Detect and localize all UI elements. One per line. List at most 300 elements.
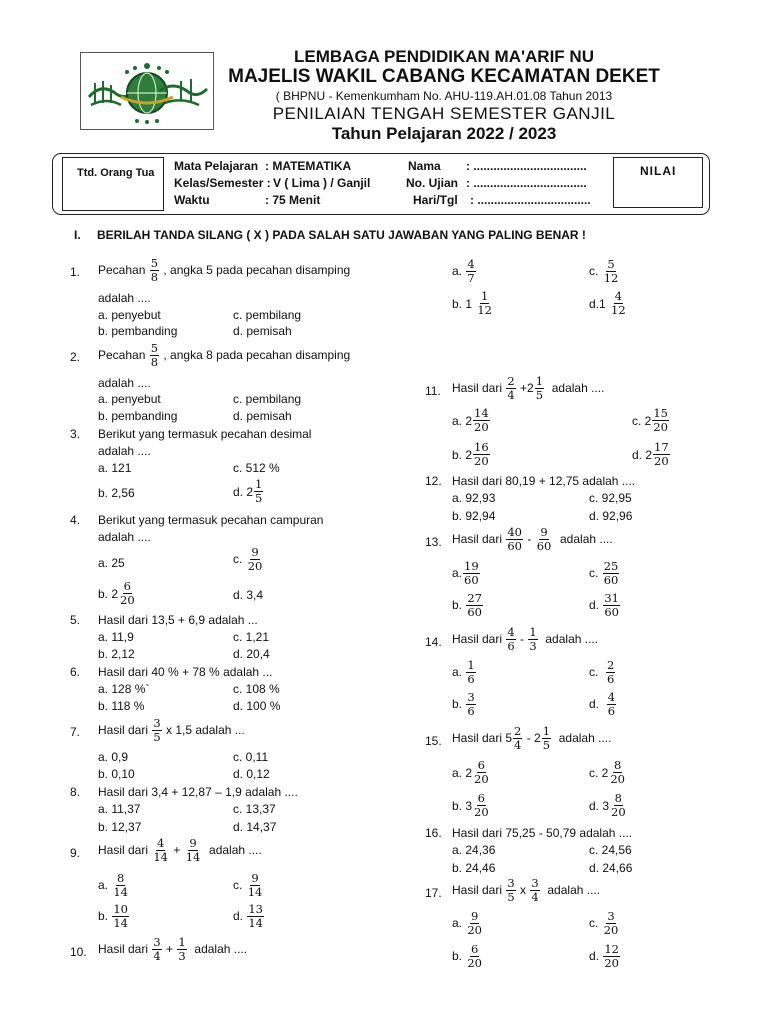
denominator: 20 — [653, 420, 668, 435]
question-number: 13. — [425, 535, 442, 549]
option-b[interactable] — [98, 580, 137, 607]
question-text-part: adalah .... — [547, 882, 601, 897]
question-text: Hasil dari 80,19 + 12,75 adalah .... — [452, 474, 636, 488]
question-number: 2. — [70, 350, 81, 364]
denominator: 6 — [607, 672, 615, 687]
fraction — [119, 580, 136, 607]
option-d[interactable] — [632, 441, 671, 468]
option-d[interactable] — [589, 792, 628, 819]
option-b[interactable]: b. 24,46 — [452, 861, 496, 875]
option-b[interactable] — [452, 290, 494, 317]
operator: - — [527, 531, 532, 546]
fraction — [466, 592, 483, 619]
question-text-part: adalah .... — [545, 631, 599, 646]
fraction — [610, 290, 627, 317]
fraction — [506, 526, 523, 553]
option-d[interactable]: d. 100 % — [233, 699, 281, 713]
denominator: 20 — [611, 805, 626, 820]
option-d[interactable]: d. 24,66 — [589, 861, 633, 875]
denominator: 4 — [507, 388, 515, 403]
option-label: d. — [589, 696, 600, 711]
header-school-year: Tahun Pelajaran 2022 / 2023 — [331, 124, 557, 143]
option-label: b. 2 — [98, 586, 119, 601]
denominator: 5 — [535, 388, 544, 403]
fraction — [152, 936, 161, 963]
option-b[interactable]: b. 0,10 — [98, 767, 135, 781]
option-label: b. — [452, 948, 463, 963]
question-text — [98, 936, 247, 963]
option-a[interactable] — [452, 560, 481, 587]
fraction — [112, 872, 129, 899]
numerator: 4 — [614, 289, 623, 303]
fraction — [466, 659, 475, 686]
question-text-part: Pecahan — [98, 262, 146, 277]
option-d[interactable] — [589, 943, 621, 970]
question-text-part: Hasil dari — [98, 722, 149, 737]
option-a[interactable]: a. 11,37 — [98, 802, 141, 816]
question-text-part: Hasil dari — [452, 631, 503, 646]
numerator: 13 — [248, 902, 263, 916]
option-c[interactable] — [233, 872, 264, 899]
fraction — [466, 943, 483, 970]
numerator: 5 — [150, 256, 159, 270]
fraction — [466, 258, 475, 285]
fraction — [466, 910, 483, 937]
option-label: a. — [452, 263, 463, 278]
option-c[interactable]: c. 13,37 — [233, 802, 276, 816]
option-label: a. — [452, 664, 463, 679]
numerator: 2 — [514, 724, 522, 738]
option-b[interactable] — [452, 691, 477, 718]
section-instruction: BERILAH TANDA SILANG ( X ) PADA SALAH SATU JAWABAN YANG PALING BENAR ! — [97, 228, 586, 242]
option-b[interactable] — [452, 792, 491, 819]
mixed-number — [632, 407, 670, 434]
question-text-part: adalah .... — [560, 531, 613, 546]
fraction — [513, 725, 522, 752]
denominator: 3 — [178, 949, 186, 964]
question-number: 11. — [425, 384, 441, 398]
option-b[interactable]: b. pembanding — [98, 409, 178, 423]
option-d[interactable] — [589, 691, 617, 718]
option-a[interactable]: a. 128 %` — [98, 682, 150, 696]
question-text — [452, 725, 611, 752]
option-c[interactable]: c. 92,95 — [589, 491, 632, 505]
numerator: 6 — [471, 942, 479, 956]
numerator: 15 — [653, 406, 668, 420]
denominator: 20 — [474, 454, 489, 469]
fraction — [535, 375, 544, 402]
option-c[interactable]: c. 108 % — [233, 682, 280, 696]
option-d[interactable]: d. 3,4 — [233, 588, 264, 602]
option-b[interactable]: b. pembanding — [98, 324, 178, 338]
subject-value: : MATEMATIKA — [265, 159, 352, 173]
denominator: 20 — [654, 454, 669, 469]
exam-number-field[interactable]: : .................................. — [466, 176, 587, 190]
question-text-part: , angka 5 pada pecahan disamping — [163, 262, 351, 277]
fraction — [152, 837, 169, 864]
question-text: Hasil dari 40 % + 78 % adalah ... — [98, 665, 273, 679]
option-a[interactable] — [452, 910, 484, 937]
fraction — [607, 691, 616, 718]
denominator: 4 — [514, 738, 522, 753]
denominator: 6 — [467, 704, 475, 719]
option-label: d. — [233, 908, 244, 923]
numerator: 3 — [507, 876, 515, 890]
numerator: 4 — [467, 257, 475, 271]
numerator: 6 — [123, 579, 131, 593]
score-box[interactable] — [613, 157, 703, 208]
operator: x — [520, 882, 527, 897]
option-c[interactable]: c. pembilang — [233, 308, 302, 322]
option-label: a. 2 — [452, 413, 473, 428]
question-text — [98, 837, 262, 864]
option-label: b. 2 — [452, 447, 473, 462]
numerator: 3 — [153, 935, 161, 949]
numerator: 3 — [467, 690, 475, 704]
numerator: 8 — [614, 758, 622, 772]
numerator: 1 — [467, 658, 475, 672]
option-c[interactable] — [632, 407, 670, 434]
option-c[interactable]: c. 24,56 — [589, 843, 632, 857]
numerator: 17 — [654, 440, 669, 454]
question-text-part: Hasil dari — [452, 531, 503, 546]
numerator: 40 — [507, 525, 522, 539]
question-number: 1. — [70, 265, 81, 279]
option-label: b. — [452, 597, 463, 612]
question-text: adalah .... — [98, 376, 151, 390]
date-field[interactable]: : .................................. — [470, 193, 591, 207]
option-b[interactable]: b. 12,37 — [98, 820, 142, 834]
denominator: 20 — [467, 923, 482, 938]
option-d[interactable]: d. 14,37 — [233, 820, 277, 834]
numerator: 5 — [607, 257, 615, 271]
question-text-part: adalah .... — [551, 380, 605, 395]
fraction — [152, 717, 161, 744]
fraction — [150, 342, 159, 369]
option-c[interactable] — [589, 560, 620, 587]
option-d[interactable]: d. pemisah — [233, 324, 292, 338]
numerator: 9 — [471, 909, 479, 923]
numerator: 1 — [535, 374, 544, 388]
numerator: 4 — [507, 625, 515, 639]
option-a[interactable]: a. 121 — [98, 461, 132, 475]
option-a[interactable]: a. 0,9 — [98, 750, 129, 764]
time-value: : 75 Menit — [265, 193, 321, 207]
mixed-number — [452, 290, 494, 317]
option-c[interactable]: c. 0,11 — [233, 750, 269, 764]
fraction — [606, 659, 615, 686]
option-b[interactable] — [452, 441, 491, 468]
question-text — [98, 342, 350, 369]
denominator: 14 — [113, 916, 128, 931]
denominator: 12 — [603, 271, 619, 286]
option-label: c. — [589, 915, 599, 930]
denominator: 60 — [467, 605, 482, 620]
fraction — [247, 872, 264, 899]
question-text: adalah .... — [98, 444, 151, 458]
numerator: 4 — [157, 836, 165, 850]
option-b[interactable] — [98, 903, 130, 930]
option-label: c. — [589, 664, 599, 679]
question-text-part: Hasil dari — [452, 380, 503, 395]
numerator: 1 — [178, 935, 186, 949]
option-a[interactable]: a. 11,9 — [98, 630, 134, 644]
option-a[interactable] — [452, 659, 477, 686]
option-c[interactable] — [589, 258, 620, 285]
option-label: b. — [98, 908, 109, 923]
question-text: Hasil dari 13,5 + 6,9 adalah ... — [98, 613, 258, 627]
mixed-number — [632, 441, 671, 468]
option-label: a. — [98, 877, 109, 892]
denominator: 4 — [531, 890, 539, 905]
numerator: 2 — [607, 658, 615, 672]
question-text-part: , angka 8 pada pecahan disamping — [163, 347, 351, 362]
option-b[interactable] — [452, 943, 484, 970]
option-b[interactable]: b. 92,94 — [452, 509, 496, 523]
option-a[interactable]: a. penyebut — [98, 308, 161, 322]
option-label: b. — [452, 696, 463, 711]
question-text-part: Hasil dari — [98, 842, 149, 857]
option-d[interactable]: d. pemisah — [233, 409, 292, 423]
question-text-part: adalah .... — [209, 842, 262, 857]
operator: + — [166, 941, 174, 956]
operator: + — [173, 842, 181, 857]
header-exam-title: PENILAIAN TENGAH SEMESTER GANJIL — [272, 104, 616, 123]
numerator: 16 — [474, 440, 489, 454]
fraction — [247, 546, 264, 573]
denominator: 5 — [255, 491, 263, 506]
denominator: 14 — [113, 885, 128, 900]
denominator: 14 — [185, 850, 201, 865]
question-number: 3. — [70, 427, 81, 441]
fraction — [652, 407, 669, 434]
numerator: 27 — [467, 591, 482, 605]
fraction — [506, 375, 515, 402]
option-a[interactable]: a. 92,93 — [452, 491, 496, 505]
numerator: 1 — [542, 724, 551, 738]
option-label: d. 3 — [589, 798, 610, 813]
fraction — [463, 560, 480, 587]
option-label: d. — [589, 948, 600, 963]
denominator: 6 — [467, 672, 475, 687]
option-d[interactable] — [233, 903, 265, 930]
option-d[interactable]: d. 20,4 — [233, 647, 270, 661]
numerator: 3 — [153, 716, 161, 730]
operator: - 2 — [526, 730, 541, 745]
mixed-number — [452, 759, 491, 786]
question-text: Hasil dari 3,4 + 12,87 – 1,9 adalah .... — [98, 785, 298, 799]
numerator: 31 — [604, 591, 619, 605]
option-c[interactable] — [233, 546, 264, 573]
denominator: 8 — [150, 355, 159, 370]
option-d[interactable]: d. 0,12 — [233, 767, 270, 781]
question-text: Berikut yang termasuk pecahan desimal — [98, 427, 312, 441]
denominator: 20 — [610, 772, 625, 787]
fraction — [473, 407, 490, 434]
option-b[interactable]: b. 2,12 — [98, 647, 135, 661]
question-text — [452, 375, 604, 402]
subject-label: Mata Pelajaran — [174, 159, 259, 173]
denominator: 20 — [467, 956, 482, 971]
question-number: 5. — [70, 613, 81, 627]
fraction — [603, 560, 620, 587]
numerator: 8 — [614, 791, 622, 805]
numerator: 1 — [255, 477, 263, 491]
fraction — [653, 441, 670, 468]
header-registration: ( BHPNU - Kemenkumham No. AHU-119.AH.01.08 Tahun 2013 — [275, 89, 613, 103]
time-label: Waktu — [174, 193, 210, 207]
numerator: 8 — [117, 871, 125, 885]
question-number: 7. — [70, 725, 81, 739]
question-number: 6. — [70, 665, 81, 679]
option-c[interactable]: c. pembilang — [233, 392, 302, 406]
class-value: V ( Lima ) / Ganjil — [273, 176, 371, 190]
section-number: I. — [74, 228, 81, 242]
numerator: 6 — [477, 758, 485, 772]
mixed-number — [452, 441, 491, 468]
denominator: 20 — [474, 420, 489, 435]
option-c[interactable]: c. 512 % — [233, 461, 280, 475]
numerator: 14 — [474, 406, 489, 420]
name-field[interactable]: : .................................. — [466, 159, 587, 173]
question-number: 4. — [70, 513, 81, 527]
numerator: 3 — [531, 876, 539, 890]
fraction — [609, 759, 626, 786]
question-text-part: x 1,5 adalah ... — [166, 722, 245, 737]
question-text — [452, 526, 613, 553]
fraction — [177, 936, 186, 963]
fraction — [610, 792, 627, 819]
mixed-number — [452, 792, 491, 819]
denominator: 6 — [507, 639, 515, 654]
option-d[interactable] — [589, 290, 628, 317]
numerator: 3 — [607, 909, 615, 923]
numerator: 10 — [113, 902, 128, 916]
denominator: 20 — [474, 772, 489, 787]
option-a[interactable]: a. 25 — [98, 556, 125, 570]
question-text — [98, 717, 245, 744]
fraction — [473, 759, 490, 786]
fraction — [112, 903, 129, 930]
option-b[interactable]: b. 2,56 — [98, 486, 135, 500]
numerator: 9 — [251, 871, 259, 885]
option-a[interactable] — [452, 759, 491, 786]
mixed-number — [589, 290, 628, 317]
denominator: 8 — [150, 270, 159, 285]
denominator: 20 — [247, 559, 263, 574]
header-council: MAJELIS WAKIL CABANG KECAMATAN DEKET — [228, 66, 660, 87]
option-a[interactable]: a. 24,36 — [452, 843, 496, 857]
header-institution: LEMBAGA PENDIDIKAN MA'ARIF NU — [294, 47, 594, 66]
option-label: c. — [589, 565, 599, 580]
option-c[interactable] — [589, 910, 620, 937]
question-text: Berikut yang termasuk pecahan campuran — [98, 513, 324, 527]
option-label: d. 2 — [632, 447, 653, 462]
option-a[interactable] — [98, 872, 130, 899]
numerator: 1 — [481, 289, 489, 303]
date-label: Hari/Tgl — [413, 193, 458, 207]
option-a[interactable] — [452, 407, 491, 434]
score-label: NILAI — [640, 164, 677, 178]
fraction — [528, 626, 537, 653]
question-text-part: Pecahan — [98, 347, 146, 362]
denominator: 7 — [467, 271, 475, 286]
option-label: c. 2 — [589, 765, 609, 780]
fraction — [473, 441, 490, 468]
option-a[interactable] — [452, 258, 477, 285]
option-label: d.1 — [589, 296, 606, 311]
mixed-number — [98, 580, 137, 607]
name-label: Nama — [408, 159, 441, 173]
numerator: 2 — [507, 374, 515, 388]
option-label: b. 3 — [452, 798, 473, 813]
question-text-part: Hasil dari — [98, 941, 149, 956]
question-text-part: Hasil dari 5 — [452, 730, 513, 745]
option-c[interactable] — [589, 759, 627, 786]
fraction — [466, 691, 475, 718]
fraction — [506, 626, 515, 653]
denominator: 60 — [604, 605, 619, 620]
fraction — [603, 943, 620, 970]
option-d[interactable] — [589, 592, 621, 619]
option-c[interactable] — [589, 659, 616, 686]
question-number: 17. — [425, 886, 442, 900]
fraction — [542, 725, 551, 752]
numerator: 25 — [603, 559, 619, 573]
option-c[interactable]: c. 1,21 — [233, 630, 270, 644]
fraction — [473, 792, 490, 819]
denominator: 14 — [248, 916, 263, 931]
fraction — [536, 526, 553, 553]
question-text — [98, 257, 350, 284]
option-d[interactable] — [233, 478, 264, 505]
denominator: 20 — [120, 593, 135, 608]
option-label: a. — [452, 565, 463, 580]
question-text: Hasil dari 75,25 - 50,79 adalah .... — [452, 826, 633, 840]
question-text-part: adalah .... — [558, 730, 612, 745]
option-d[interactable]: d. 92,96 — [589, 509, 633, 523]
question-number: 12. — [425, 474, 442, 488]
option-b[interactable] — [452, 592, 484, 619]
parent-signature-box[interactable] — [62, 157, 164, 211]
numerator: 1 — [529, 625, 537, 639]
fraction — [254, 478, 263, 505]
question-text: adalah .... — [98, 291, 151, 305]
option-a[interactable]: a. penyebut — [98, 392, 161, 406]
numerator: 19 — [464, 559, 479, 573]
denominator: 14 — [153, 850, 168, 865]
denominator: 60 — [507, 539, 522, 554]
denominator: 20 — [603, 923, 619, 938]
denominator: 4 — [153, 949, 161, 964]
fraction — [603, 592, 620, 619]
option-label: a. 2 — [452, 765, 473, 780]
fraction — [603, 910, 620, 937]
fraction — [506, 877, 515, 904]
denominator: 14 — [247, 885, 263, 900]
option-label: d. — [589, 597, 600, 612]
denominator: 60 — [464, 573, 479, 588]
class-label: Kelas/Semester : — [174, 176, 271, 190]
fraction — [476, 290, 493, 317]
mixed-number — [233, 478, 264, 505]
question-text — [452, 877, 600, 904]
mixed-number — [452, 407, 491, 434]
question-text-part: Hasil dari — [452, 882, 503, 897]
question-number: 14. — [425, 635, 442, 649]
option-b[interactable]: b. 118 % — [98, 699, 145, 713]
option-label: d. 2 — [233, 484, 254, 499]
